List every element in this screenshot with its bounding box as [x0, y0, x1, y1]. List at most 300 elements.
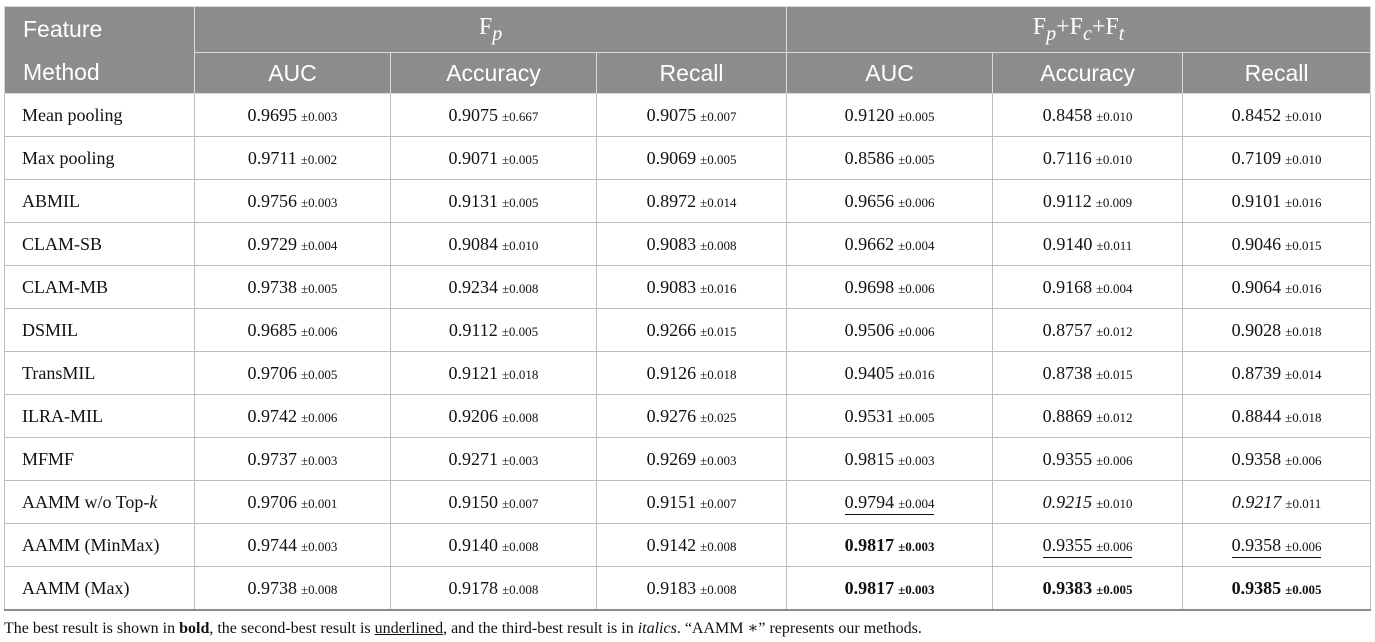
value-wrap [248, 492, 338, 512]
std-value: ±0.008 [502, 581, 539, 597]
mean-value: 0.9131 [448, 190, 499, 211]
std-value: ±0.005 [301, 280, 338, 296]
results-body [5, 94, 1371, 611]
value-wrap [1043, 105, 1133, 125]
std-value: ±0.003 [301, 108, 338, 124]
group-fp-sub: p [492, 22, 503, 45]
value-wrap [647, 320, 737, 340]
value-cell [787, 395, 993, 438]
std-value: ±0.016 [1285, 194, 1322, 210]
std-value: ±0.006 [1285, 538, 1322, 554]
method-cell [5, 352, 195, 395]
results-table-container [4, 6, 1370, 611]
method-name: Mean pooling [22, 104, 123, 125]
mean-value: 0.9271 [448, 448, 499, 469]
std-value: ±0.010 [1285, 151, 1322, 167]
mean-value: 0.9266 [646, 319, 697, 340]
method-name: ABMIL [22, 190, 80, 211]
value-cell [1183, 180, 1371, 223]
mean-value: 0.9817 [844, 534, 895, 555]
std-value: ±0.015 [700, 323, 737, 339]
value-wrap [449, 234, 539, 254]
mean-value: 0.9217 [1231, 491, 1282, 512]
std-value: ±0.006 [898, 194, 935, 210]
std-value: ±0.011 [1285, 495, 1322, 511]
method-cell [5, 438, 195, 481]
value-cell [391, 567, 597, 611]
std-value: ±0.003 [700, 452, 737, 468]
std-value: ±0.005 [898, 108, 935, 124]
value-cell [787, 223, 993, 266]
std-value: ±0.006 [898, 323, 935, 339]
value-wrap [845, 449, 935, 469]
value-cell [195, 395, 391, 438]
mean-value: 0.9738 [247, 276, 298, 297]
std-value: ±0.014 [1285, 366, 1322, 382]
header-row-groups [5, 7, 1371, 53]
std-value: ±0.018 [1285, 409, 1322, 425]
value-cell [993, 309, 1183, 352]
value-wrap [845, 492, 935, 515]
mean-value: 0.9064 [1231, 276, 1282, 297]
metric-header: Accuracy [993, 53, 1183, 94]
value-wrap [1232, 492, 1321, 512]
value-cell [391, 137, 597, 180]
value-wrap [1232, 535, 1322, 558]
footnote-bold-word: bold [179, 620, 210, 637]
std-value: ±0.667 [502, 108, 539, 124]
std-value: ±0.018 [1285, 323, 1322, 339]
value-wrap [1232, 234, 1322, 254]
mean-value: 0.7116 [1042, 147, 1092, 168]
value-wrap [647, 191, 737, 211]
footnote-text: , and the third-best result is in [443, 620, 638, 637]
std-value: ±0.003 [502, 452, 539, 468]
value-wrap [248, 449, 338, 469]
std-value: ±0.002 [300, 151, 338, 167]
mean-value: 0.9662 [844, 233, 895, 254]
method-cell [5, 94, 195, 137]
table-footnote [4, 618, 922, 638]
mean-value: 0.9028 [1231, 319, 1282, 340]
value-wrap [647, 148, 737, 168]
value-wrap [449, 277, 539, 297]
value-cell [597, 94, 787, 137]
value-cell [597, 180, 787, 223]
std-value: ±0.018 [502, 366, 539, 382]
mean-value: 0.9178 [448, 577, 499, 598]
method-name: MFMF [22, 448, 75, 469]
value-cell [391, 481, 597, 524]
std-value: ±0.001 [301, 495, 338, 511]
table-row [5, 266, 1371, 309]
method-name: AAMM (Max) [22, 577, 130, 598]
value-wrap [845, 234, 935, 254]
value-cell [195, 524, 391, 567]
mean-value: 0.9695 [247, 104, 298, 125]
std-value: ±0.010 [1285, 108, 1322, 124]
std-value: ±0.005 [1285, 581, 1322, 597]
mean-value: 0.9383 [1042, 577, 1093, 598]
value-cell [597, 266, 787, 309]
method-name: ILRA-MIL [22, 405, 103, 426]
value-wrap [647, 535, 737, 555]
mean-value: 0.9140 [448, 534, 499, 555]
value-cell [195, 309, 391, 352]
table-row [5, 524, 1371, 567]
value-cell [993, 481, 1183, 524]
std-value: ±0.015 [1096, 366, 1133, 382]
value-cell [787, 137, 993, 180]
value-cell [391, 94, 597, 137]
value-wrap [1043, 449, 1133, 469]
value-cell [993, 266, 1183, 309]
value-wrap [1043, 406, 1133, 426]
mean-value: 0.8452 [1231, 104, 1282, 125]
mean-value: 0.9358 [1231, 448, 1282, 469]
value-wrap [845, 277, 935, 297]
mean-value: 0.9071 [448, 147, 499, 168]
value-cell [597, 137, 787, 180]
metric-header: AUC [787, 53, 993, 94]
value-wrap [845, 320, 935, 340]
value-wrap [845, 578, 935, 598]
value-cell [195, 481, 391, 524]
method-name-italic: k [149, 491, 158, 512]
mean-value: 0.8869 [1042, 405, 1093, 426]
std-value: ±0.010 [1095, 151, 1133, 167]
mean-value: 0.9737 [247, 448, 298, 469]
std-value: ±0.010 [502, 237, 539, 253]
value-wrap [1043, 492, 1133, 512]
std-value: ±0.008 [502, 409, 539, 425]
std-value: ±0.010 [1096, 108, 1133, 124]
std-value: ±0.008 [700, 237, 737, 253]
mean-value: 0.9140 [1042, 233, 1093, 254]
value-wrap [647, 578, 737, 598]
mean-value: 0.9815 [844, 448, 895, 469]
std-value: ±0.005 [1096, 581, 1133, 597]
value-wrap [845, 105, 935, 125]
std-value: ±0.003 [898, 538, 935, 554]
value-cell [597, 438, 787, 481]
std-value: ±0.016 [700, 280, 737, 296]
metric-header: AUC [195, 53, 391, 94]
value-cell [391, 352, 597, 395]
table-row [5, 438, 1371, 481]
mean-value: 0.9531 [844, 405, 895, 426]
std-value: ±0.005 [898, 409, 935, 425]
std-value: ±0.018 [700, 366, 737, 382]
value-wrap [647, 105, 737, 125]
value-cell [1183, 137, 1371, 180]
mean-value: 0.9142 [646, 534, 697, 555]
std-value: ±0.007 [502, 495, 539, 511]
value-wrap [1043, 148, 1132, 168]
std-value: ±0.003 [898, 581, 935, 597]
group2-sub-2: c [1082, 22, 1092, 45]
mean-value: 0.9742 [247, 405, 298, 426]
mean-value: 0.9046 [1231, 233, 1282, 254]
mean-value: 0.9075 [646, 104, 697, 125]
value-wrap [1232, 406, 1322, 426]
value-wrap [647, 234, 737, 254]
value-cell [787, 94, 993, 137]
value-wrap [449, 449, 539, 469]
mean-value: 0.9151 [646, 491, 697, 512]
std-value: ±0.008 [700, 538, 737, 554]
std-value: ±0.008 [301, 581, 338, 597]
std-value: ±0.004 [898, 495, 935, 511]
mean-value: 0.8844 [1231, 405, 1282, 426]
method-cell [5, 137, 195, 180]
mean-value: 0.9506 [844, 319, 895, 340]
mean-value: 0.9729 [247, 233, 298, 254]
mean-value: 0.9706 [247, 362, 298, 383]
value-cell [787, 352, 993, 395]
mean-value: 0.8738 [1042, 362, 1093, 383]
value-wrap [449, 320, 538, 340]
std-value: ±0.008 [700, 581, 737, 597]
value-wrap [248, 406, 338, 426]
std-value: ±0.005 [501, 323, 539, 339]
value-cell [597, 524, 787, 567]
value-wrap [1043, 535, 1133, 558]
method-name: CLAM-SB [22, 233, 103, 254]
std-value: ±0.005 [700, 151, 737, 167]
group2-plus-1: + [1056, 13, 1070, 40]
value-cell [993, 94, 1183, 137]
value-wrap [1043, 191, 1132, 211]
footnote-text: The best result is shown in [4, 620, 180, 637]
mean-value: 0.9355 [1042, 534, 1093, 555]
mean-value: 0.8757 [1042, 319, 1093, 340]
value-cell [195, 352, 391, 395]
std-value: ±0.003 [301, 538, 338, 554]
std-value: ±0.006 [1096, 452, 1133, 468]
mean-value: 0.8972 [646, 190, 697, 211]
mean-value: 0.9269 [646, 448, 697, 469]
std-value: ±0.007 [700, 495, 737, 511]
std-value: ±0.016 [1285, 280, 1322, 296]
std-value: ±0.015 [1285, 237, 1322, 253]
table-row [5, 481, 1371, 524]
metric-header: Accuracy [391, 53, 597, 94]
value-wrap [1043, 320, 1133, 340]
mean-value: 0.9355 [1042, 448, 1093, 469]
mean-value: 0.9126 [646, 362, 697, 383]
value-wrap [449, 105, 539, 125]
mean-value: 0.9112 [448, 319, 498, 340]
value-cell [195, 223, 391, 266]
value-cell [993, 137, 1183, 180]
std-value: ±0.010 [1096, 495, 1133, 511]
group2-base-3: F [1105, 13, 1119, 40]
mean-value: 0.9075 [448, 104, 499, 125]
value-cell [597, 567, 787, 611]
value-cell [195, 266, 391, 309]
method-cell [5, 395, 195, 438]
mean-value: 0.9744 [247, 534, 298, 555]
mean-value: 0.8458 [1042, 104, 1093, 125]
value-cell [195, 438, 391, 481]
method-label: Method [5, 53, 195, 94]
group-fp-base: F [478, 13, 493, 40]
value-wrap [845, 406, 935, 426]
table-row [5, 223, 1371, 266]
value-wrap [1043, 578, 1133, 598]
value-wrap [647, 449, 737, 469]
footnote-text: . “AAMM ∗” represents our methods. [676, 620, 922, 637]
value-cell [597, 352, 787, 395]
method-cell [5, 309, 195, 352]
value-cell [787, 180, 993, 223]
value-cell [993, 524, 1183, 567]
value-cell [993, 567, 1183, 611]
value-wrap [449, 363, 539, 383]
std-value: ±0.006 [301, 323, 338, 339]
mean-value: 0.9656 [844, 190, 895, 211]
value-wrap [1232, 578, 1322, 598]
mean-value: 0.9234 [448, 276, 499, 297]
feature-label: Feature [5, 7, 195, 53]
value-cell [1183, 352, 1371, 395]
value-wrap [1232, 449, 1322, 469]
table-row [5, 567, 1371, 611]
value-wrap [1232, 277, 1322, 297]
mean-value: 0.9358 [1231, 534, 1282, 555]
value-cell [195, 567, 391, 611]
std-value: ±0.007 [700, 108, 737, 124]
value-cell [597, 395, 787, 438]
std-value: ±0.008 [502, 538, 539, 554]
std-value: ±0.004 [1096, 280, 1133, 296]
value-wrap [1232, 191, 1322, 211]
mean-value: 0.9083 [646, 276, 697, 297]
value-cell [993, 438, 1183, 481]
mean-value: 0.9698 [844, 276, 895, 297]
value-wrap [845, 148, 935, 168]
value-cell [1183, 567, 1371, 611]
method-name: CLAM-MB [22, 276, 109, 297]
value-wrap [1232, 363, 1322, 383]
mean-value: 0.9101 [1231, 190, 1282, 211]
mean-value: 0.9083 [646, 233, 697, 254]
value-cell [391, 438, 597, 481]
mean-value: 0.8586 [844, 147, 895, 168]
value-cell [993, 352, 1183, 395]
table-row [5, 137, 1371, 180]
table-row [5, 309, 1371, 352]
value-cell [1183, 309, 1371, 352]
value-wrap [449, 191, 539, 211]
table-row [5, 352, 1371, 395]
value-wrap [449, 406, 539, 426]
value-wrap [449, 492, 539, 512]
value-cell [195, 180, 391, 223]
value-wrap [1043, 277, 1133, 297]
value-cell [993, 395, 1183, 438]
value-cell [1183, 481, 1371, 524]
value-cell [597, 481, 787, 524]
value-wrap [845, 191, 935, 211]
value-cell [787, 438, 993, 481]
value-wrap [248, 105, 338, 125]
value-cell [391, 266, 597, 309]
mean-value: 0.9168 [1042, 276, 1093, 297]
value-cell [1183, 94, 1371, 137]
value-cell [391, 524, 597, 567]
group-header-fp [195, 7, 787, 53]
std-value: ±0.004 [301, 237, 338, 253]
std-value: ±0.006 [1096, 538, 1133, 554]
std-value: ±0.009 [1095, 194, 1133, 210]
footnote-italic-word: italics [637, 620, 677, 637]
method-cell [5, 266, 195, 309]
value-cell [391, 309, 597, 352]
std-value: ±0.003 [898, 452, 935, 468]
std-value: ±0.006 [301, 409, 338, 425]
table-row [5, 94, 1371, 137]
mean-value: 0.9121 [448, 362, 499, 383]
value-wrap [248, 234, 338, 254]
value-wrap [449, 535, 539, 555]
std-value: ±0.003 [301, 194, 338, 210]
mean-value: 0.8739 [1231, 362, 1282, 383]
metric-header: Recall [597, 53, 787, 94]
value-wrap [248, 363, 338, 383]
method-cell [5, 481, 195, 524]
value-cell [597, 309, 787, 352]
value-cell [597, 223, 787, 266]
std-value: ±0.005 [301, 366, 338, 382]
value-cell [1183, 266, 1371, 309]
results-table [4, 6, 1371, 611]
value-wrap [248, 320, 338, 340]
mean-value: 0.7109 [1231, 147, 1282, 168]
group2-base: F [1032, 13, 1047, 40]
mean-value: 0.9817 [844, 577, 895, 598]
mean-value: 0.9711 [247, 147, 297, 168]
std-value: ±0.006 [898, 280, 935, 296]
value-wrap [1043, 234, 1132, 254]
std-value: ±0.003 [301, 452, 338, 468]
std-value: ±0.005 [502, 194, 539, 210]
value-cell [787, 524, 993, 567]
value-cell [391, 180, 597, 223]
table-row [5, 180, 1371, 223]
value-wrap [647, 406, 737, 426]
std-value: ±0.005 [502, 151, 539, 167]
value-cell [993, 223, 1183, 266]
method-name: DSMIL [22, 319, 79, 340]
std-value: ±0.012 [1096, 409, 1133, 425]
mean-value: 0.9120 [844, 104, 895, 125]
value-cell [993, 180, 1183, 223]
std-value: ±0.016 [898, 366, 935, 382]
header-row-metrics [5, 53, 1371, 94]
value-wrap [647, 492, 737, 512]
footnote-text: , the second-best result is [209, 620, 375, 637]
method-cell [5, 180, 195, 223]
mean-value: 0.9276 [646, 405, 697, 426]
value-wrap [248, 277, 338, 297]
group2-base-2: F [1069, 13, 1083, 40]
value-wrap [449, 578, 539, 598]
mean-value: 0.9738 [247, 577, 298, 598]
method-name: Max pooling [22, 147, 115, 168]
value-wrap [1043, 363, 1133, 383]
